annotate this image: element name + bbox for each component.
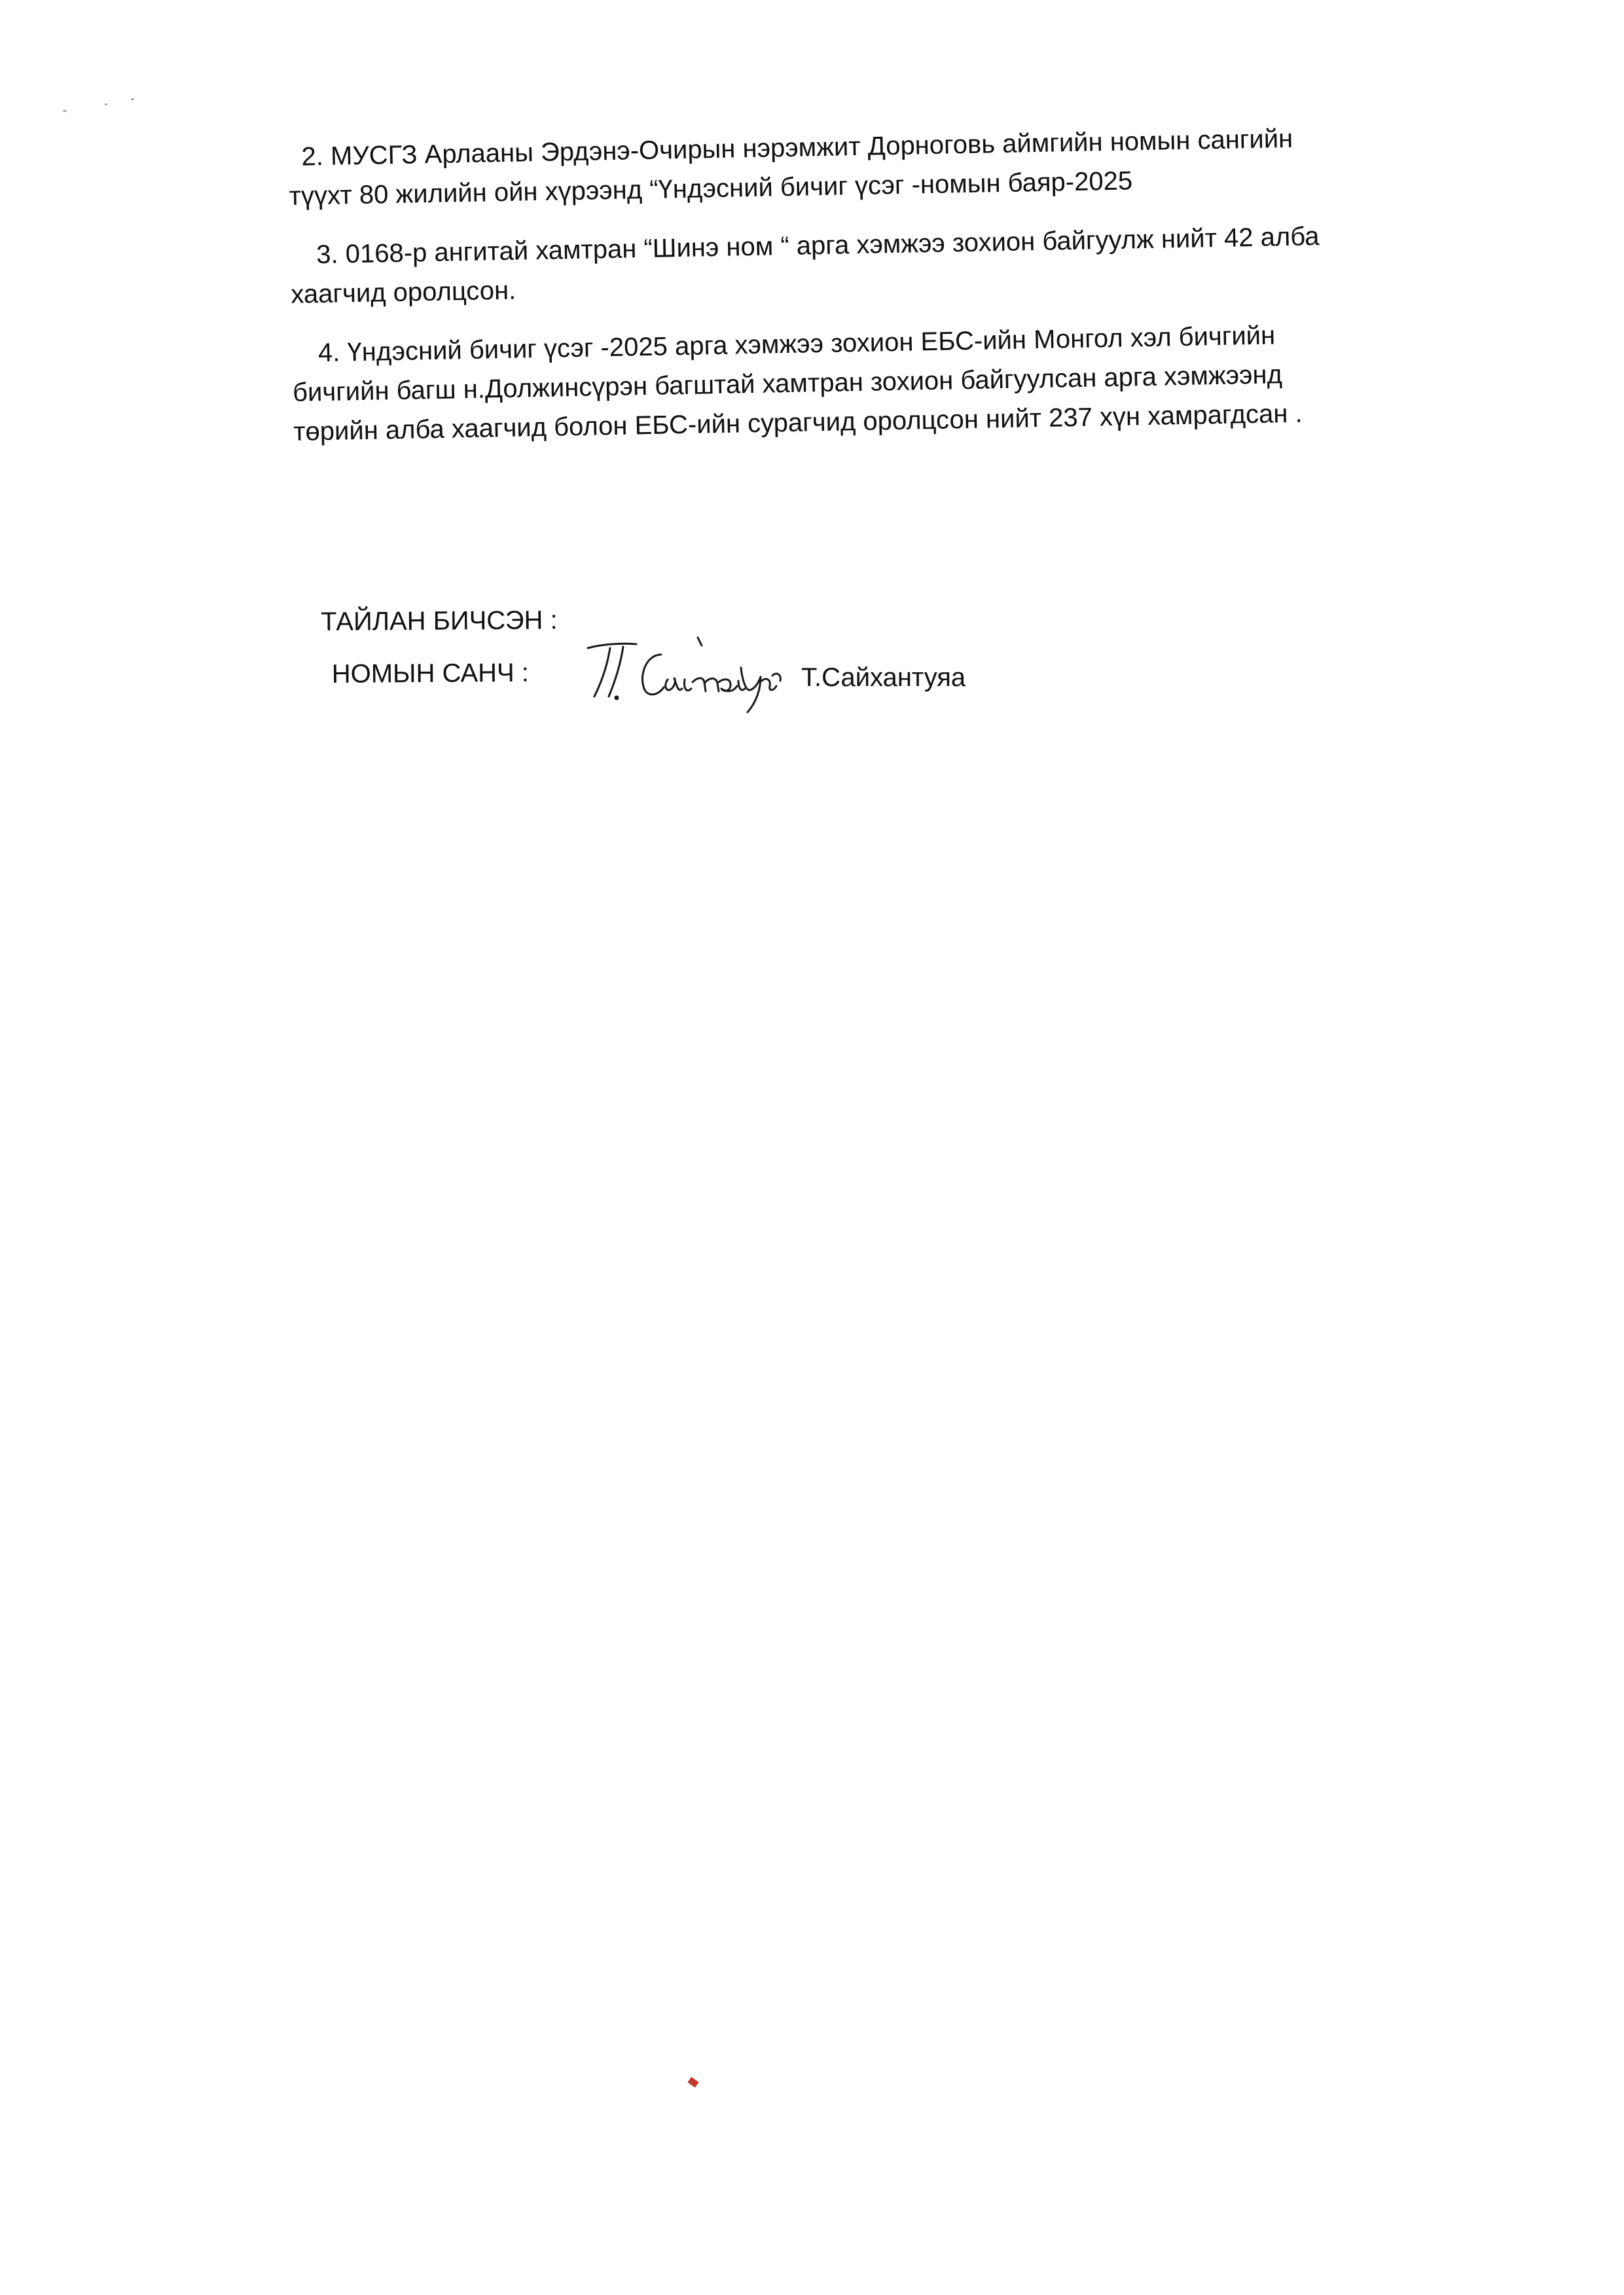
report-item-4 xyxy=(291,312,1511,452)
report-item-2 xyxy=(288,115,1507,216)
role-label: НОМЫН САНЧ : xyxy=(331,658,530,689)
report-by-label: ТАЙЛАН БИЧСЭН : xyxy=(321,605,558,636)
signer-name: Т.Сайхантуяа xyxy=(801,663,966,692)
report-item-3-line-2: хаагчид оролцсон. xyxy=(290,276,516,309)
scan-speck xyxy=(131,98,134,100)
scan-speck xyxy=(63,110,67,112)
report-item-3 xyxy=(290,213,1509,314)
handwritten-signature xyxy=(576,628,812,720)
report-body xyxy=(288,115,1511,471)
report-item-4-line-3: төрийн алба хаагчид болон ЕБС-ийн сурагчид оролцсон нийт 237 хүн хамрагдсан . xyxy=(293,399,1303,446)
report-item-4-line-1: 4. Үндэсний бичиг үсэг -2025 арга хэмжээ зохион ЕБС-ийн Монгол хэл бичгийн xyxy=(317,321,1276,368)
report-item-3-line-1: 3. 0168-р ангитай хамтран “Шинэ ном “ арга хэмжээ зохион байгуулж нийт 42 алба xyxy=(316,222,1320,270)
scan-speck xyxy=(105,103,107,105)
signature-block xyxy=(321,600,558,707)
red-mark xyxy=(687,2077,698,2087)
report-item-4-line-2: бичгийн багш н.Должинсүрэн багштай хамтран зохион байгуулсан арга хэмжээнд xyxy=(292,360,1283,407)
report-item-2-line-2: түүхт 80 жилийн ойн хүрээнд “Үндэсний бичиг үсэг -номын баяр-2025 xyxy=(289,166,1133,211)
report-item-2-line-1: 2. МУСГЗ Арлааны Эрдэнэ-Очирын нэрэмжит Дорноговь аймгийн номын сангийн xyxy=(301,124,1293,172)
